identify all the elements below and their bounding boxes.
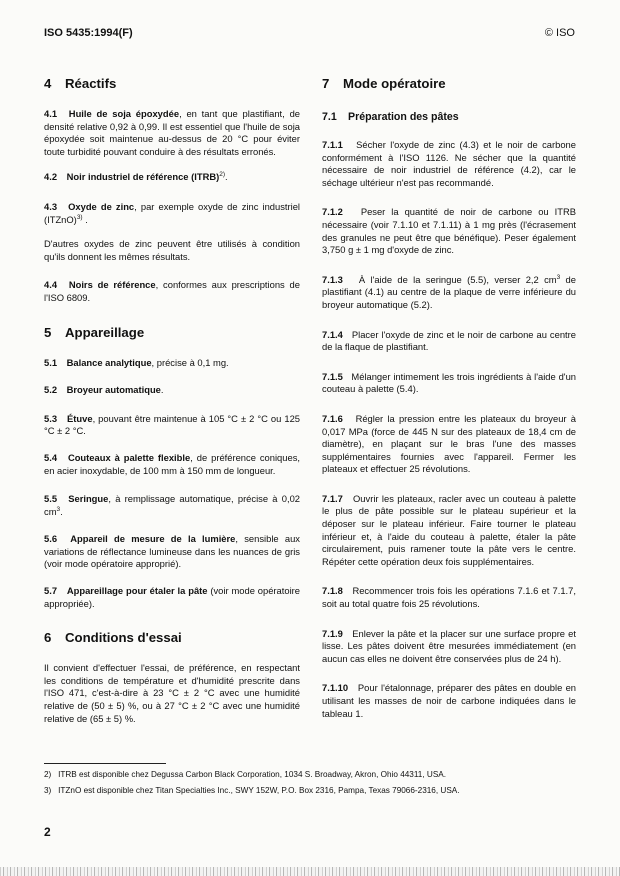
clause-5-5: 5.5 Seringue, à remplissage automatique, précise à 0,02 $cm^3$. <box>44 493 300 517</box>
heading-section-7-1: 7.1 Préparation des pâtes <box>322 111 459 123</box>
clause-7-1-2: 7.1.2 Peser la quantité de noir de carbone ou ITRB nécessaire (voir 7.1.10 et 7.1.11) à 1 mg près (l'écrasement des granules ne peut être que bénéfique). Peser également 3,750 g ± 1 mg d'oxyde de zinc. <box>322 206 576 256</box>
clause-4-4: 4.4 Noirs de référence, conformes aux prescriptions de l'ISO 6809. <box>44 279 300 303</box>
heading-section-4: 4 Réactifs <box>44 76 117 91</box>
clause-7-1-8: 7.1.8 Recommencer trois fois les opérations 7.1.6 et 7.1.7, soit au total quatre fois 25 révolutions. <box>322 585 576 610</box>
standard-number: ISO 5435:1994(F) <box>44 27 133 39</box>
section-6-text: Il convient d'effectuer l'essai, de préférence, en respectant les conditions de température et d'humidité prescrite dans l'ISO 471, c'est-à-dire à 23 °C ± 2 °C avec une humidité relative de (50 ± 5) %, ou à 27 °C ± 2 °C avec une humidité relative de (65 ± 5) %. <box>44 662 300 724</box>
clause-5-3: 5.3 Étuve, pouvant être maintenue à 105 °C ± 2 °C ou 125 °C ± 2 °C. <box>44 412 300 437</box>
clause-7-1-3: 7.1.3 À l'aide de la seringue (5.5), verser 2,2 $cm^3$ de plastifiant (4.1) au centre de la plaque de verre inférieure du broyeur automatique (5.2). <box>322 273 576 310</box>
clause-5-2: 5.2 Broyeur automatique. <box>44 384 164 396</box>
right-column <box>322 76 576 732</box>
clause-7-1-1: 7.1.1 Sécher l'oxyde de zinc (4.3) et le noir de carbone conformément à l'ISO 1126. Ne sécher que la quantité nécessaire de noir industriel de référence (4.2), car le séchage ultérieur n'est pas recommandé. <box>322 139 576 188</box>
heading-section-6: 6 Conditions d'essai <box>44 630 182 646</box>
clause-4-2: 4.2 Noir industriel de référence (ITRB)$^{2)}$. <box>44 171 228 183</box>
clause-4-1: 4.1 Huile de soja époxydée, en tant que plastifiant, de densité relative 0,92 à 0,99. Il est essentiel que l'huile de soja époxydée soit maintenue au-dessus de 20 °C pour éviter toute turbidité pouvant conduire à des résultats erronés. <box>44 108 300 157</box>
scan-artifact-strip <box>0 867 620 876</box>
left-column <box>44 76 300 737</box>
clause-7-1-9: 7.1.9 Enlever la pâte et la placer sur une surface propre et lisse. Les pâtes doivent être mesurées immédiatement (en aucun cas elles ne doivent être conservées plus de 24 h). <box>322 627 576 664</box>
clause-5-7: 5.7 Appareillage pour étaler la pâte (voir mode opératoire appropriée). <box>44 585 300 609</box>
clause-7-1-5: 7.1.5 Mélanger intimement les trois ingrédients à l'aide d'un couteau à palette (5.4). <box>322 370 576 395</box>
clause-7-1-10: 7.1.10 Pour l'étalonnage, préparer des pâtes en double en utilisant les masses de noir de carbone indiquées dans le tableau 1. <box>322 682 576 719</box>
footnote-rule <box>44 763 166 764</box>
page-number: 2 <box>44 825 51 839</box>
footnote-2: 2) ITRB est disponible chez Degussa Carbon Black Corporation, 1034 S. Broadway, Akron, Ohio 44311, USA. <box>44 770 447 779</box>
clause-5-4: 5.4 Couteaux à palette flexible, de préférence coniques, en acier inoxydable, de 100 mm à 150 mm de longueur. <box>44 451 300 476</box>
heading-section-5: 5 Appareillage <box>44 324 145 340</box>
heading-section-7: 7 Mode opératoire <box>322 76 446 91</box>
copyright-iso: © ISO <box>544 27 575 39</box>
clause-7-1-6: 7.1.6 Régler la pression entre les plateaux du broyeur à 0,017 MPa (force de 445 N sur des plateaux de 18,4 cm de diamètre), en plaçant sur le bras l'une des masses supplémentaires fournies avec l'appareil. Fermer les plateaux et effectuer 25 révolutions. <box>322 412 576 475</box>
clause-7-1-4: 7.1.4 Placer l'oxyde de zinc et le noir de carbone au centre de la flaque de plastifiant. <box>322 328 576 353</box>
footnote-3: 3) ITZnO est disponible chez Titan Specialties Inc., SWY 152W, P.O. Box 2316, Pampa, Texas 79066-2316, USA. <box>44 786 460 795</box>
clause-4-3: 4.3 Oxyde de zinc, par exemple oxyde de zinc industriel (ITZnO)$^{3)}$ . <box>44 200 300 225</box>
clause-5-6: 5.6 Appareil de mesure de la lumière, sensible aux variations de réflectance lumineuse dans les nuances de gris (voir mode opératoire approprié). <box>44 533 300 570</box>
clause-5-1: 5.1 Balance analytique, précise à 0,1 mg. <box>44 356 229 368</box>
clause-4-3-note: D'autres oxydes de zinc peuvent être utilisés à condition qu'ils donnent les mêmes résultats. <box>44 238 300 262</box>
clause-7-1-7: 7.1.7 Ouvrir les plateaux, racler avec un couteau à palette le plus de pâte possible sur le plateau supérieur et la déposer sur le plateau inférieur. Faire tourner le plateau inférieur et, à l'aide du couteau à palette, étaler la pâte circulairement, puis ramener toute la pâte vers le centre. Répéter cette opération deux fois supplémentaires. <box>322 492 576 567</box>
